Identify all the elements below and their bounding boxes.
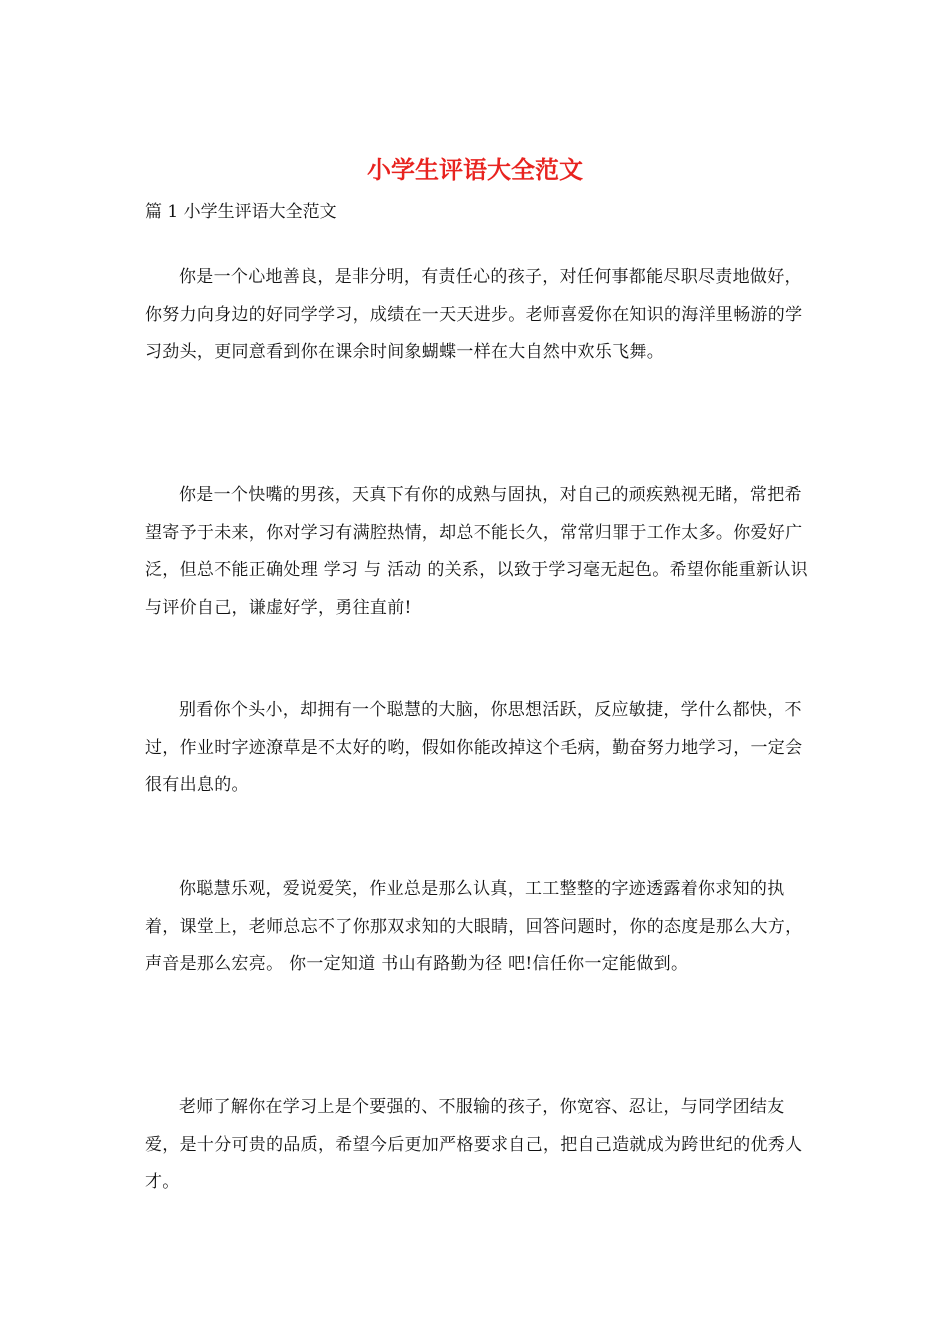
document-title: 小学生评语大全范文 [367, 155, 583, 184]
paragraph-5: 老师了解你在学习上是个要强的、不服输的孩子，你宽容、忍让，与同学团结友爱，是十分可贵的品质，希望今后更加严格要求自己，把自己造就成为跨世纪的优秀人才。 [145, 1097, 803, 1192]
section-heading: 篇 1 小学生评语大全范文 [145, 202, 337, 222]
paragraph-1: 你是一个心地善良，是非分明，有责任心的孩子，对任何事都能尽职尽责地做好，你努力向身边的好同学学习，成绩在一天天进步。老师喜爱你在知识的海洋里畅游的学习劲头，更同意看到你在课余时间象蝴蝶一样在大自然中欢乐飞舞。 [145, 267, 803, 362]
paragraph-2: 你是一个快嘴的男孩，天真下有你的成熟与固执，对自己的顽疾熟视无睹，常把希望寄予于未来，你对学习有满腔热情，却总不能长久，常常归罪于工作太多。你爱好广泛，但总不能正确处理 学习 与 活动 的关系，以致于学习毫无起色。希望你能重新认识与评价自己，谦虚好学，勇往直前! [145, 485, 808, 618]
paragraph-4: 你聪慧乐观，爱说爱笑，作业总是那么认真，工工整整的字迹透露着你求知的执着，课堂上，老师总忘不了你那双求知的大眼睛，回答问题时，你的态度是那么大方，声音是那么宏亮。 你一定知道 书山有路勤为径 吧!信任你一定能做到。 [145, 879, 803, 974]
paragraph-3: 别看你个头小，却拥有一个聪慧的大脑，你思想活跃，反应敏捷，学什么都快，不过，作业时字迹潦草是不太好的哟，假如你能改掉这个毛病，勤奋努力地学习，一定会很有出息的。 [145, 700, 803, 795]
